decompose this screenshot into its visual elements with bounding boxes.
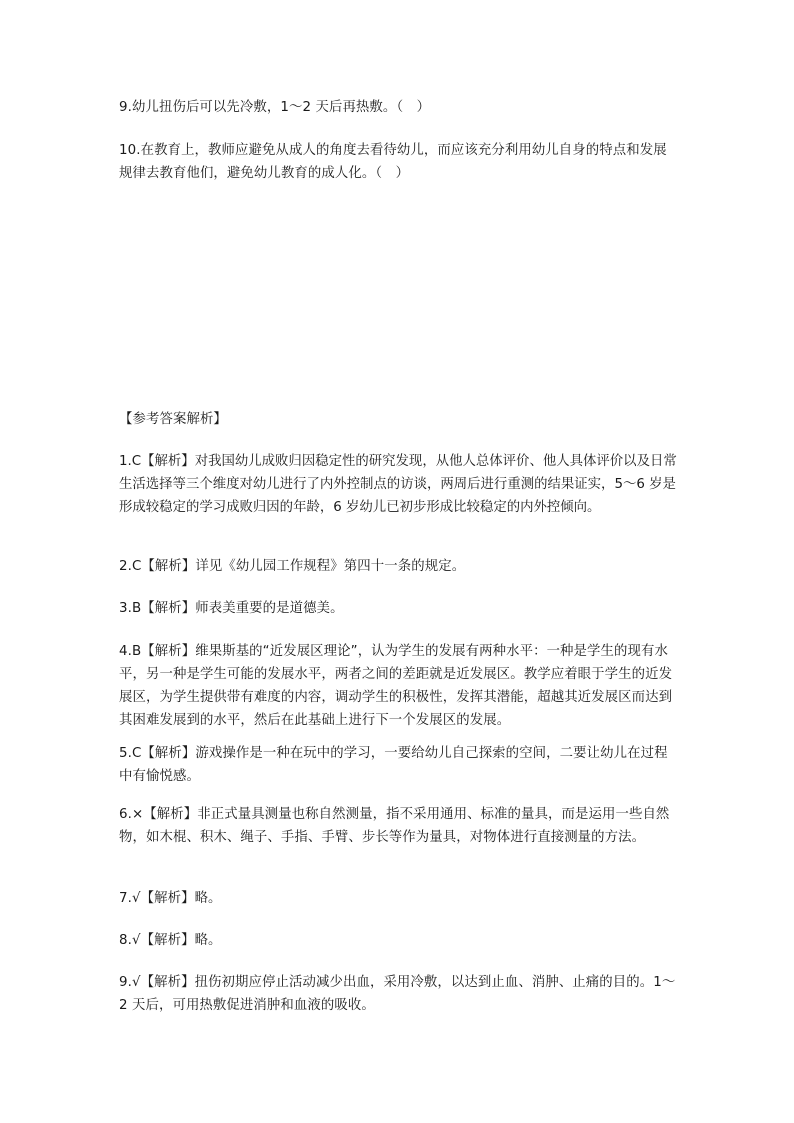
answer-3: 3.B【解析】师表美重要的是道德美。 bbox=[119, 601, 344, 616]
answer-section-heading: 【参考答案解析】 bbox=[119, 412, 227, 427]
answer-1: 1.C【解析】对我国幼儿成败归因稳定性的研究发现，从他人总体评价、他人具体评价以及日常生活选择等三个维度对幼儿进行了内外控制点的访谈，两周后进行重测的结果证实，5～6 岁是形成较稳定的学习成败归因的年龄，6 岁幼儿已初步形成比较稳定的内外控倾向。 bbox=[119, 454, 677, 515]
answer-5: 5.C【解析】游戏操作是一种在玩中的学习，一要给幼儿自己探索的空间，二要让幼儿在过程中有愉悦感。 bbox=[119, 746, 668, 784]
answer-4: 4.B【解析】维果斯基的“近发展区理论”，认为学生的发展有两种水平：一种是学生的现有水平，另一种是学生可能的发展水平，两者之间的差距就是近发展区。教学应着眼于学生的近发展区，为学生提供带有难度的内容，调动学生的积极性，发挥其潜能，超越其近发展区而达到其困难发展到的水平，然后在此基础上进行下一个发展区的发展。 bbox=[119, 644, 673, 728]
answer-7: 7.√【解析】略。 bbox=[119, 891, 222, 906]
answer-8: 8.√【解析】略。 bbox=[119, 933, 222, 948]
question-9: 9.幼儿扭伤后可以先冷敷，1～2 天后再热敷。（ ） bbox=[119, 100, 431, 115]
answer-6: 6.×【解析】非正式量具测量也称自然测量，指不采用通用、标准的量具，而是运用一些自然物，如木棍、积木、绳子、手指、手臂、步长等作为量具，对物体进行直接测量的方法。 bbox=[119, 807, 670, 845]
question-10: 10.在教育上，教师应避免从成人的角度去看待幼儿，而应该充分利用幼儿自身的特点和发展规律去教育他们，避免幼儿教育的成人化。（ ） bbox=[119, 143, 667, 181]
answer-2: 2.C【解析】详见《幼儿园工作规程》第四十一条的规定。 bbox=[119, 559, 466, 574]
answer-9: 9.√【解析】扭伤初期应停止活动减少出血，采用冷敷，以达到止血、消肿、止痛的目的。1～2 天后，可用热敷促进消肿和血液的吸收。 bbox=[119, 975, 676, 1013]
